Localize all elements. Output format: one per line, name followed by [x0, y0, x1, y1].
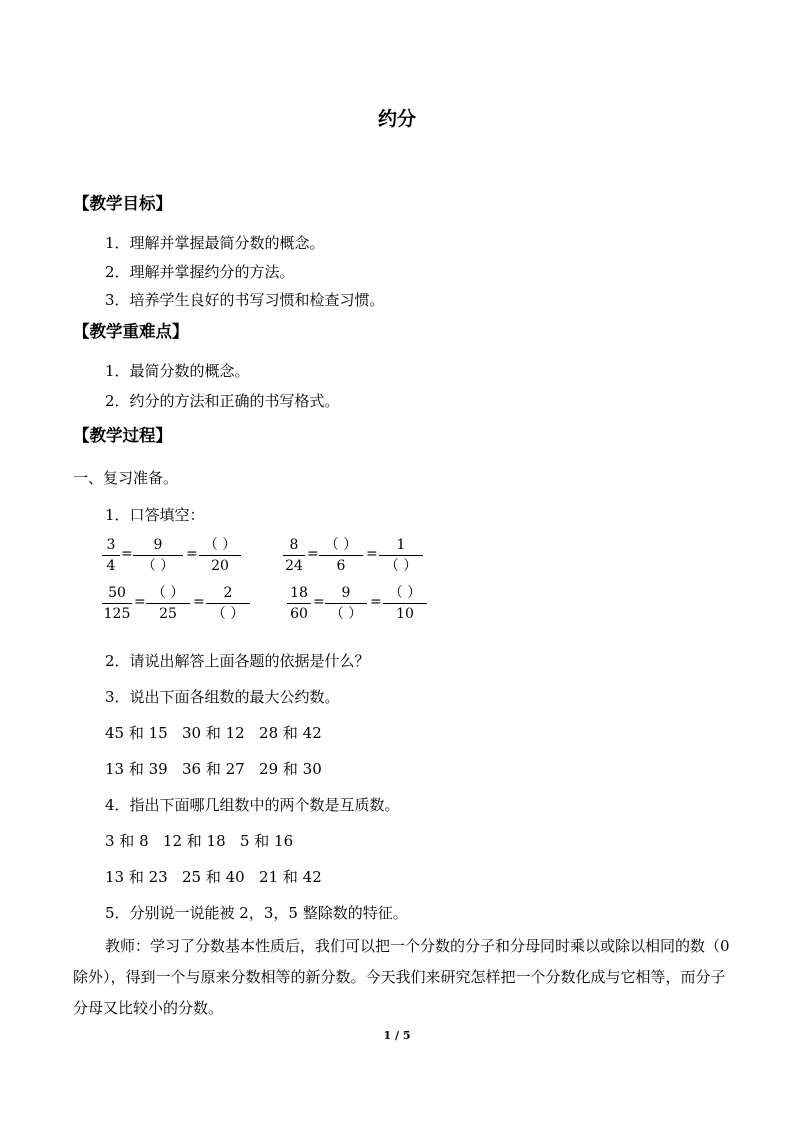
denominator: （ ）	[329, 606, 363, 622]
numerator: 9	[341, 585, 351, 601]
process-heading: 【教学过程】	[73, 426, 172, 445]
question-4: 4．指出下面哪几组数中的两个数是互质数。	[105, 796, 400, 814]
q4-numbers-line-1: 3 和 8 12 和 18 5 和 16	[105, 832, 294, 850]
numerator: （ ）	[388, 585, 422, 601]
equals-sign: =	[366, 546, 378, 562]
question-3: 3．说出下面各组数的最大公约数。	[105, 688, 340, 706]
numerator: 3	[106, 537, 116, 553]
goal-item-2: 2．理解并掌握约分的方法。	[105, 263, 295, 281]
denominator: 60	[290, 606, 308, 622]
goal-item-1: 1．理解并掌握最简分数的概念。	[105, 234, 325, 252]
denominator: （ ）	[141, 558, 175, 574]
denominator: 6	[336, 558, 346, 574]
fraction	[283, 536, 305, 576]
q3-numbers-line-2: 13 和 39 36 和 27 29 和 30	[105, 760, 322, 778]
question-2: 2．请说出解答上面各题的依据是什么？	[105, 652, 370, 670]
page-title: 约分	[377, 108, 416, 130]
fraction	[383, 584, 427, 624]
denominator: 125	[103, 606, 131, 622]
fraction	[133, 536, 183, 576]
question-5: 5．分别说一说能被 2，3，5 整除数的特征。	[105, 904, 408, 922]
fraction	[199, 536, 241, 576]
q3-numbers-line-1: 45 和 15 30 和 12 28 和 42	[105, 724, 322, 742]
denominator: 20	[211, 558, 229, 574]
equals-sign: =	[370, 594, 382, 610]
numerator: （ ）	[151, 585, 185, 601]
numerator: 8	[289, 537, 299, 553]
fraction	[146, 584, 190, 624]
keypoints-heading: 【教学重难点】	[73, 322, 189, 341]
equals-sign: =	[193, 594, 205, 610]
equals-sign: =	[307, 546, 319, 562]
numerator: 1	[396, 537, 406, 553]
fraction	[319, 536, 363, 576]
fraction	[102, 536, 120, 576]
equals-sign: =	[134, 594, 146, 610]
fraction	[287, 584, 311, 624]
keypoint-item-1: 1．最简分数的概念。	[105, 362, 250, 380]
keypoint-item-2: 2．约分的方法和正确的书写格式。	[105, 392, 340, 410]
fraction	[379, 536, 423, 576]
denominator: 24	[285, 558, 303, 574]
equals-sign: =	[313, 594, 325, 610]
denominator: （ ）	[384, 558, 418, 574]
denominator: 4	[106, 558, 116, 574]
numerator: （ ）	[203, 537, 237, 553]
denominator: 25	[159, 606, 177, 622]
numerator: 18	[290, 585, 308, 601]
review-heading: 一、复习准备。	[73, 469, 179, 487]
numerator: （ ）	[324, 537, 358, 553]
equals-sign: =	[121, 546, 133, 562]
numerator: 50	[108, 585, 126, 601]
goal-item-3: 3．培养学生良好的书写习惯和检查习惯。	[105, 291, 385, 309]
denominator: 10	[396, 606, 414, 622]
q4-numbers-line-2: 13 和 23 25 和 40 21 和 42	[105, 868, 322, 886]
equals-sign: =	[186, 546, 198, 562]
teacher-paragraph: 教师：学习了分数基本性质后，我们可以把一个分数的分子和分母同时乘以或除以相同的数（0 除外），得到一个与原来分数相等的新分数。今天我们来研究怎样把一个分数化成与它相等，而分子分母又比较小的分数。	[73, 937, 730, 1017]
question-1: 1．口答填空：	[105, 506, 205, 524]
denominator: （ ）	[211, 606, 245, 622]
page-number: 1 / 5	[383, 1029, 411, 1042]
fraction	[325, 584, 367, 624]
fraction	[206, 584, 250, 624]
numerator: 2	[223, 585, 233, 601]
numerator: 9	[153, 537, 163, 553]
goals-heading: 【教学目标】	[73, 194, 172, 213]
fraction	[102, 584, 132, 624]
